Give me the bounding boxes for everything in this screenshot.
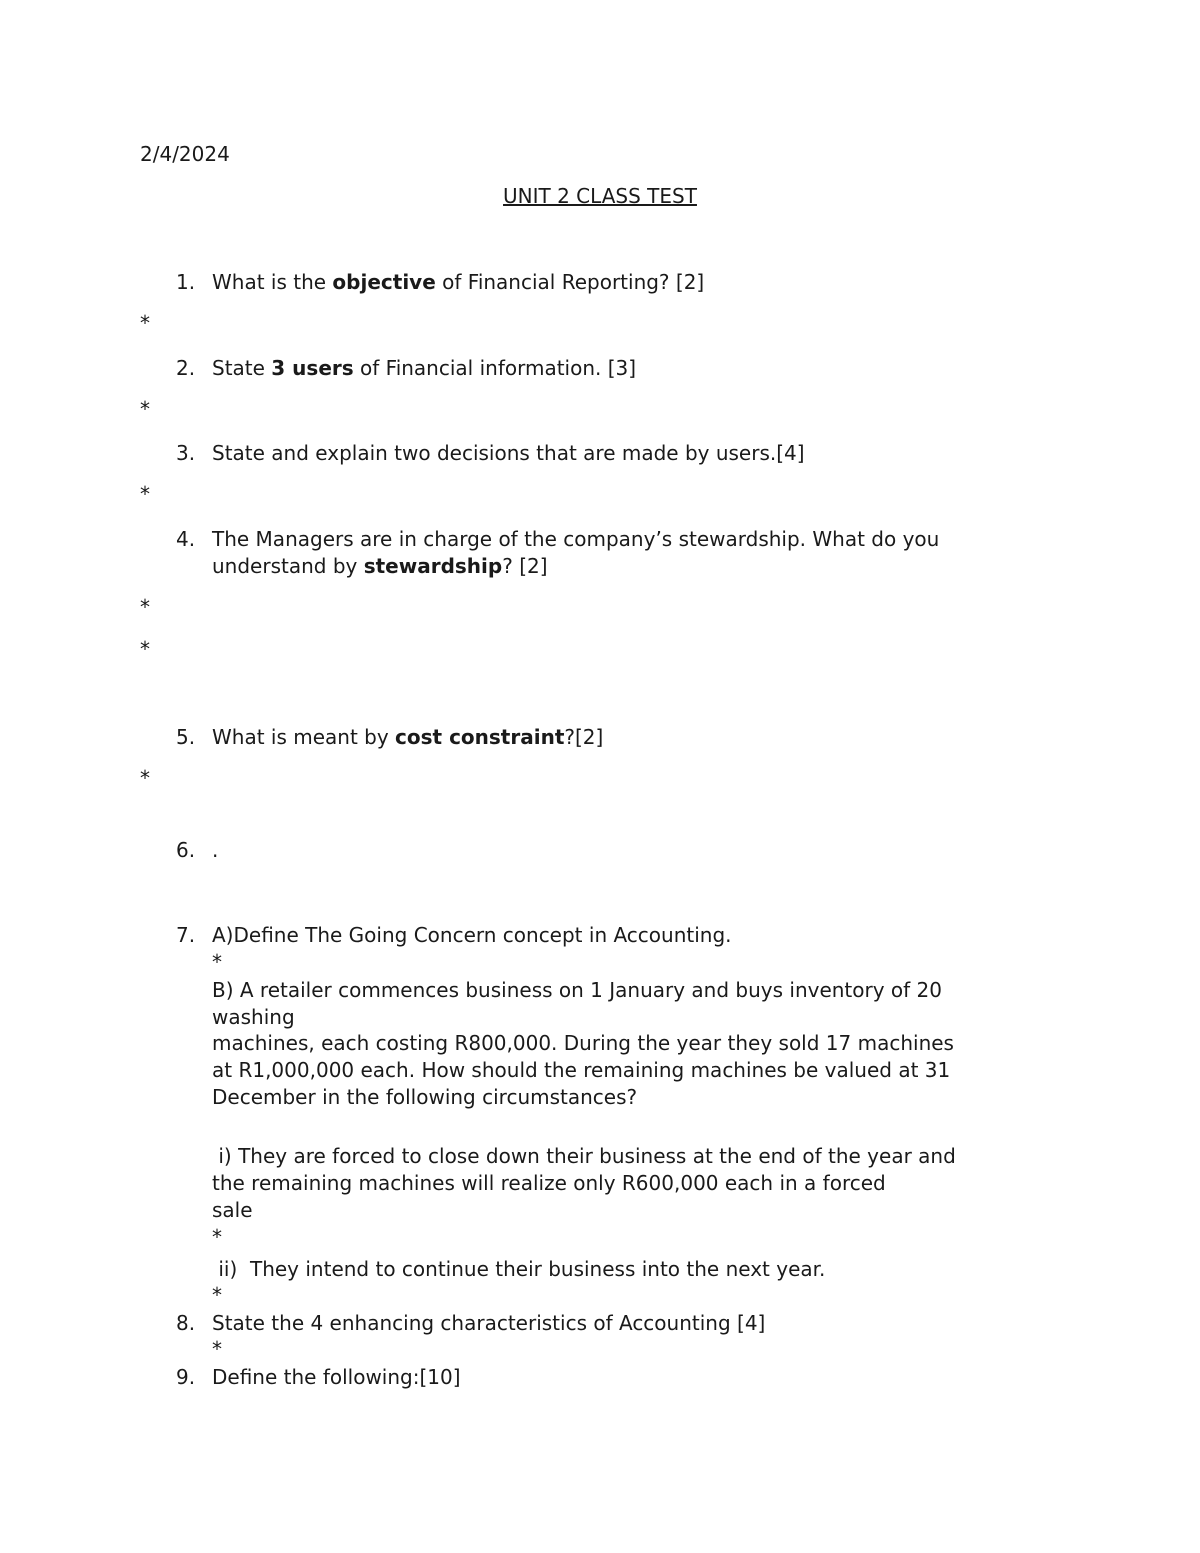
question-8: State the 4 enhancing characteristics of Accounting [4] — [212, 1311, 766, 1335]
question-number-4: 4. — [176, 527, 196, 551]
question-5-text-pre: What is meant by — [212, 725, 396, 749]
question-4-line-1: The Managers are in charge of the company’s stewardship. What do you — [212, 527, 940, 551]
question-7-sub-i-line-2: the remaining machines will realize only R600,000 each in a forced — [212, 1171, 886, 1195]
question-7-part-b-line-2: washing — [212, 1005, 295, 1029]
question-number-1: 1. — [176, 270, 196, 294]
answer-marker: * — [212, 1225, 222, 1249]
question-2-keyword: 3 users — [271, 356, 354, 380]
question-number-3: 3. — [176, 441, 196, 465]
answer-marker: * — [212, 1283, 222, 1307]
answer-marker: * — [140, 482, 150, 506]
question-3: State and explain two decisions that are made by users.[4] — [212, 441, 805, 465]
question-2-text-post: of Financial information. [3] — [353, 356, 637, 380]
answer-marker: * — [140, 311, 150, 335]
question-number-6: 6. — [176, 838, 196, 862]
question-7-part-b-line-4: at R1,000,000 each. How should the remaining machines be valued at 31 — [212, 1058, 951, 1082]
question-number-8: 8. — [176, 1311, 196, 1335]
question-7-part-a: A)Define The Going Concern concept in Accounting. — [212, 923, 732, 947]
question-2-text-pre: State — [212, 356, 272, 380]
answer-marker: * — [212, 1337, 222, 1361]
question-5 — [212, 724, 603, 751]
answer-marker: * — [140, 637, 150, 661]
question-4-text-pre: understand by — [212, 554, 364, 578]
question-1-text-pre: What is the — [212, 270, 333, 294]
question-number-9: 9. — [176, 1365, 196, 1389]
question-1 — [212, 269, 704, 296]
question-5-text-post: ?[2] — [564, 725, 604, 749]
question-4-line-2 — [212, 553, 548, 580]
question-9: Define the following:[10] — [212, 1365, 461, 1389]
answer-marker: * — [140, 766, 150, 790]
question-1-text-post: of Financial Reporting? [2] — [435, 270, 705, 294]
question-6: . — [212, 838, 219, 862]
question-5-keyword: cost constraint — [395, 725, 565, 749]
question-1-keyword: objective — [332, 270, 436, 294]
question-7-sub-i-line-1: i) They are forced to close down their business at the end of the year and — [212, 1144, 956, 1168]
question-7-part-b-line-5: December in the following circumstances? — [212, 1085, 638, 1109]
question-number-2: 2. — [176, 356, 196, 380]
question-2 — [212, 355, 636, 382]
answer-marker: * — [140, 397, 150, 421]
page-title: UNIT 2 CLASS TEST — [503, 184, 697, 208]
question-4-keyword: stewardship — [363, 554, 503, 578]
question-number-5: 5. — [176, 725, 196, 749]
question-7-part-b-line-1: B) A retailer commences business on 1 January and buys inventory of 20 — [212, 978, 943, 1002]
answer-marker: * — [140, 595, 150, 619]
answer-marker: * — [212, 950, 222, 974]
document-date: 2/4/2024 — [140, 142, 230, 166]
question-7-part-b-line-3: machines, each costing R800,000. During the year they sold 17 machines — [212, 1031, 954, 1055]
question-7-sub-i-line-3: sale — [212, 1198, 253, 1222]
question-4-text-post: ? [2] — [502, 554, 548, 578]
question-number-7: 7. — [176, 923, 196, 947]
question-7-sub-ii: ii) They intend to continue their business into the next year. — [212, 1257, 826, 1281]
